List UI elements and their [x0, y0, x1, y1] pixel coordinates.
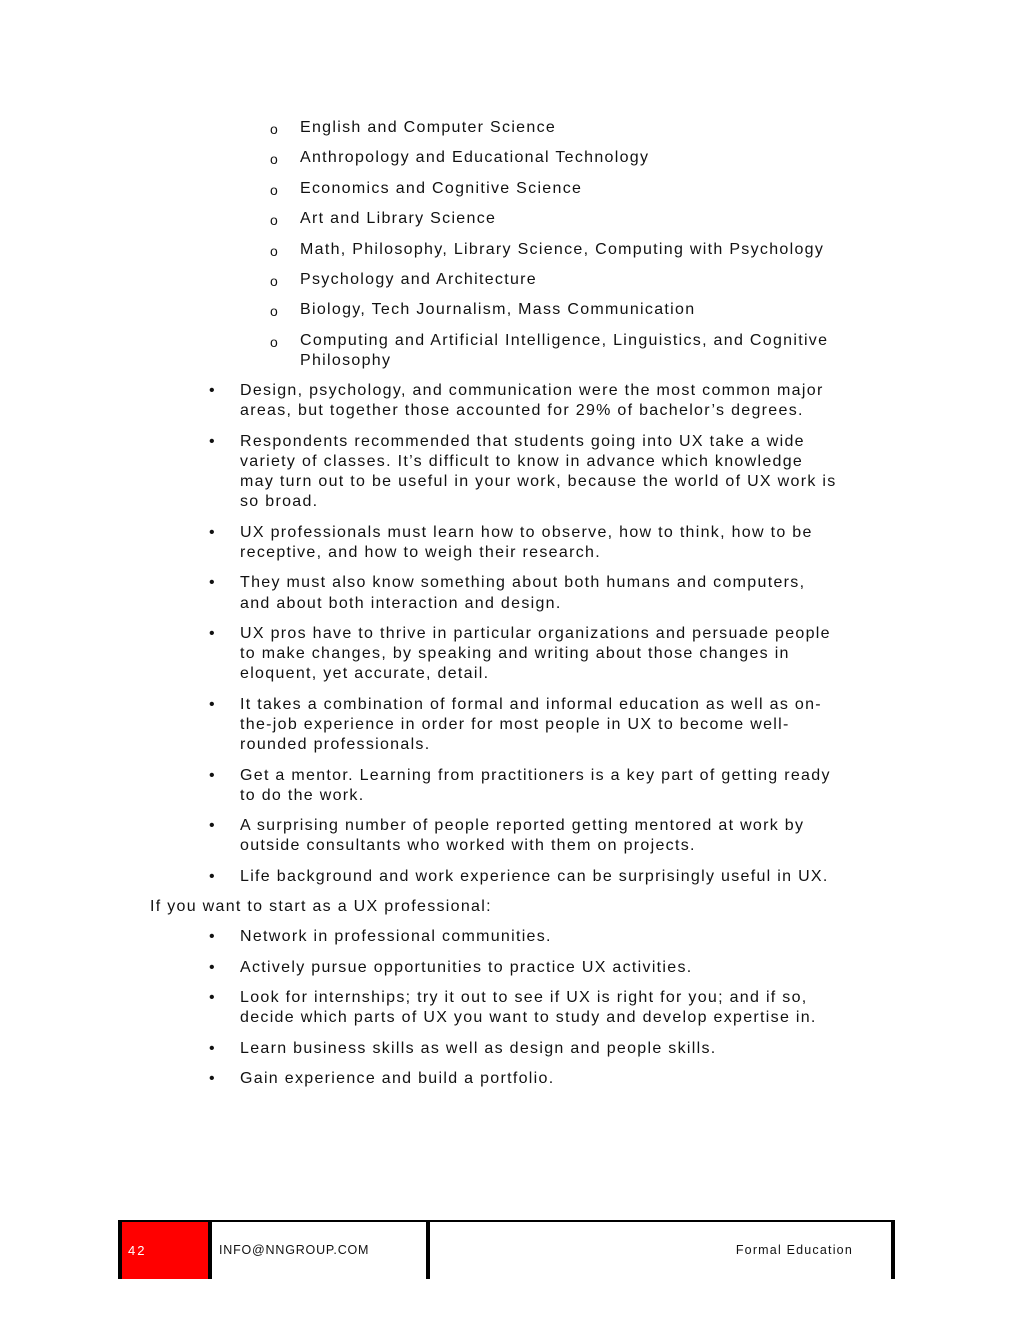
bullet-marker: •: [209, 695, 215, 713]
list-item: [270, 240, 840, 260]
list-item-text: Art and Library Science: [300, 210, 497, 228]
list-item: [209, 1069, 840, 1089]
list-item-text: Math, Philosophy, Library Science, Computing with Psychology: [300, 240, 825, 258]
sub-bullet-marker: o: [270, 121, 278, 137]
list-item: [209, 927, 840, 947]
list-item-text: Gain experience and build a portfolio.: [240, 1070, 555, 1088]
bullet-marker: •: [209, 624, 215, 642]
list-item: [270, 179, 840, 199]
sub-bullet-marker: o: [270, 212, 278, 229]
list-item-text: Computing and Artificial Intelligence, Linguistics, and Cognitive Philosophy: [300, 331, 829, 369]
list-item-text: UX pros have to thrive in particular organizations and persuade people to make changes, by speaking and writing about those changes in eloquent, yet accurate, detail.: [240, 624, 831, 683]
list-item-text: UX professionals must learn how to observe, how to think, how to be receptive, and how to weigh their research.: [240, 523, 813, 561]
bullet-marker: •: [209, 382, 215, 400]
list-item-text: They must also know something about both humans and computers, and about both interaction and design.: [240, 574, 806, 612]
bullet-marker: •: [209, 523, 215, 541]
list-item-text: Economics and Cognitive Science: [300, 179, 583, 197]
list-item: [209, 867, 840, 887]
bullet-marker: •: [209, 817, 215, 835]
list-item: [209, 988, 840, 1028]
list-item-text: Actively pursue opportunities to practice UX activities.: [240, 958, 693, 976]
list-item-text: Life background and work experience can be surprisingly useful in UX.: [240, 867, 829, 885]
bullet-marker: •: [209, 958, 215, 976]
list-item: [209, 816, 840, 856]
list-item: [209, 573, 840, 613]
list-item-text: Network in professional communities.: [240, 928, 552, 946]
page-body: [0, 118, 1020, 1099]
list-item: [270, 331, 840, 371]
sub-bullet-marker: o: [270, 151, 278, 168]
sub-bullet-marker: o: [270, 272, 278, 289]
bullet-marker: •: [209, 1070, 215, 1088]
degree-combinations-list: [0, 118, 1020, 371]
list-item: [209, 1039, 840, 1059]
list-item: [270, 209, 840, 229]
sub-bullet-marker: o: [270, 181, 278, 198]
list-item: [209, 766, 840, 806]
list-item-text: Get a mentor. Learning from practitioners is a key part of getting ready to do the work.: [240, 766, 831, 804]
bullet-marker: •: [209, 432, 215, 450]
page-number-box: [118, 1222, 208, 1279]
list-item-text: Look for internships; try it out to see if UX is right for you; and if so, decide which parts of UX you want to study and develop expertise in.: [240, 989, 817, 1027]
list-item: [209, 958, 840, 978]
list-item-text: It takes a combination of formal and informal education as well as on-the-job experience in order for most people in UX to become well-rounded professionals.: [240, 695, 822, 754]
list-item: [270, 148, 840, 168]
list-item: [270, 300, 840, 320]
advice-intro: If you want to start as a UX professional:: [150, 898, 492, 916]
page-footer: [118, 1220, 895, 1279]
list-item-text: Biology, Tech Journalism, Mass Communication: [300, 301, 696, 319]
footer-section-title: Formal Education: [735, 1243, 853, 1257]
list-item: [209, 624, 840, 685]
findings-list: [0, 381, 1020, 887]
footer-divider: [208, 1222, 212, 1279]
list-item: [209, 381, 840, 421]
bullet-marker: •: [209, 928, 215, 946]
list-item-text: A surprising number of people reported getting mentored at work by outside consultants who worked with them on projects.: [240, 817, 805, 855]
list-item-text: English and Computer Science: [300, 119, 557, 136]
list-item-text: Design, psychology, and communication were the most common major areas, but together those accounted for 29% of bachelor’s degrees.: [240, 382, 824, 420]
list-item-text: Psychology and Architecture: [300, 270, 537, 288]
list-item: [270, 270, 840, 290]
footer-divider: [891, 1222, 895, 1279]
list-item: [270, 118, 840, 138]
list-item-text: Anthropology and Educational Technology: [300, 149, 650, 167]
bullet-marker: •: [209, 766, 215, 784]
bullet-marker: •: [209, 867, 215, 885]
bullet-marker: •: [209, 574, 215, 592]
list-item: [209, 432, 840, 513]
sub-bullet-marker: o: [270, 303, 278, 320]
list-item: [209, 523, 840, 563]
bullet-marker: •: [209, 989, 215, 1007]
advice-list: [0, 927, 1020, 1089]
footer-divider: [426, 1222, 430, 1279]
page-number: 42: [128, 1243, 147, 1258]
sub-bullet-marker: o: [270, 333, 278, 350]
bullet-marker: •: [209, 1039, 215, 1057]
list-item: [209, 695, 840, 756]
sub-bullet-marker: o: [270, 242, 278, 259]
footer-email: INFO@NNGROUP.COM: [219, 1243, 370, 1257]
list-item-text: Learn business skills as well as design and people skills.: [240, 1039, 717, 1057]
list-item-text: Respondents recommended that students going into UX take a wide variety of classes. It’s difficult to know in advance which knowledge may turn out to be useful in your work, because the world of UX work is so broad.: [240, 432, 837, 511]
